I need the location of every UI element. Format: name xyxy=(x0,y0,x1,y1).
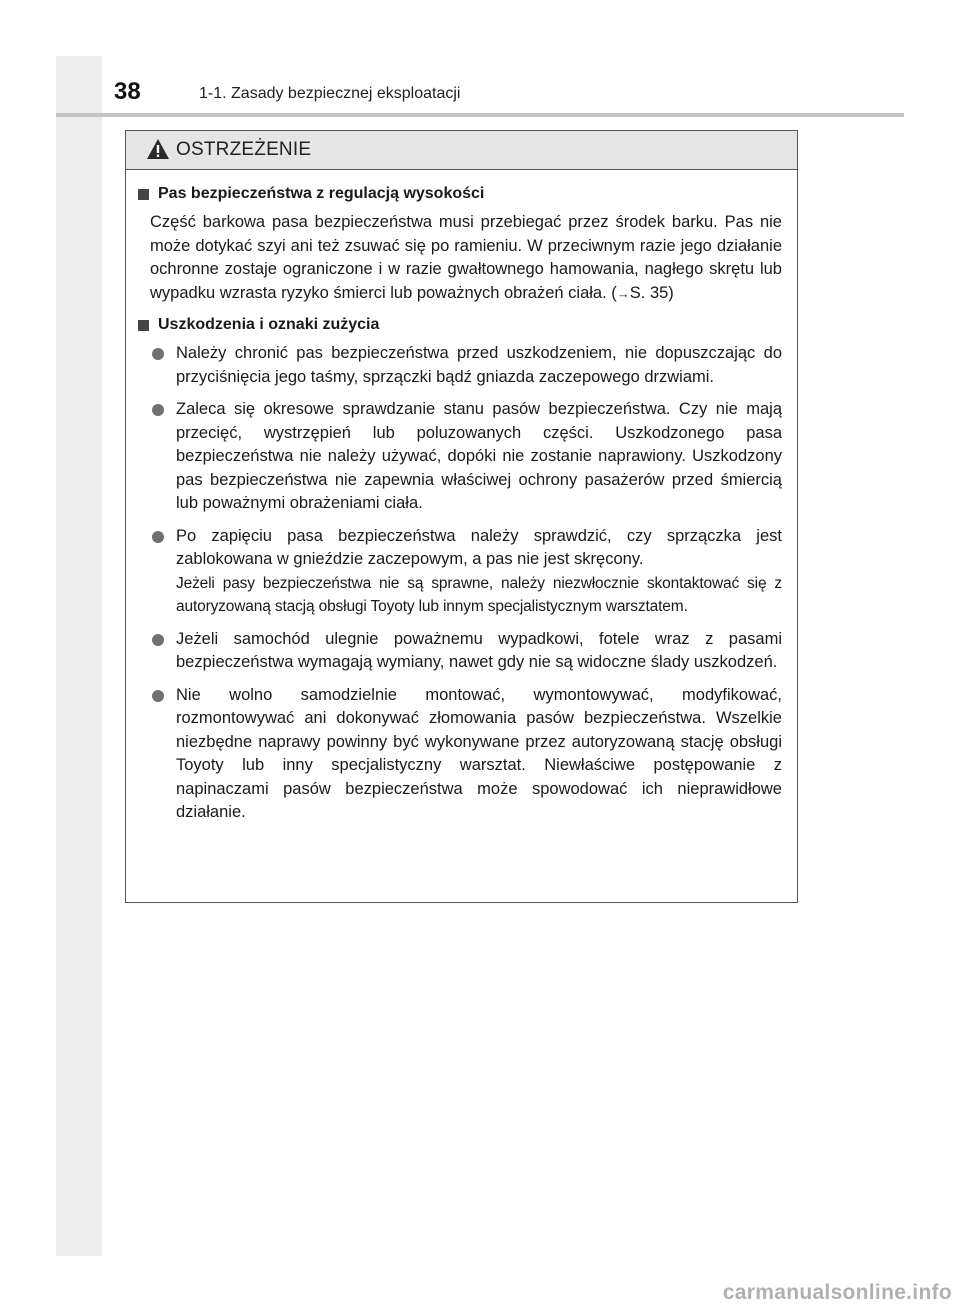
circle-bullet-icon xyxy=(152,531,164,543)
list-item xyxy=(138,684,782,825)
page-margin-band xyxy=(56,56,102,1256)
section-heading xyxy=(138,313,782,337)
circle-bullet-icon xyxy=(152,634,164,646)
list-item xyxy=(138,525,782,619)
circle-bullet-icon xyxy=(152,404,164,416)
list-item-text: Zaleca się okresowe sprawdzanie stanu pasów bezpieczeństwa. Czy nie mają przecięć, wystrzępień lub poluzowanych części. Uszkodzonego pasa bezpieczeństwa nie należy używać, dopóki nie zostanie naprawiony. Uszkodzony pas bezpieczeństwa nie zapewnia właściwej ochrony pasażerów przed śmiercią lub poważnymi obrażeniami ciała. xyxy=(176,400,782,512)
section-paragraph xyxy=(138,211,782,305)
heading-text: Uszkodzenia i oznaki zużycia xyxy=(158,316,380,333)
watermark: carmanualsonline.info xyxy=(722,1281,952,1304)
page-number: 38 xyxy=(114,78,141,105)
circle-bullet-icon xyxy=(152,348,164,360)
square-bullet-icon xyxy=(138,320,149,331)
warning-header xyxy=(126,131,797,170)
section-heading xyxy=(138,182,782,206)
list-item xyxy=(138,398,782,516)
warning-box xyxy=(125,130,798,903)
list-item-text: Po zapięciu pasa bezpieczeństwa należy sprawdzić, czy sprzączka jest zablokowana w gnieździe zaczepowym, a pas nie jest skręcony. xyxy=(176,526,782,568)
list-item-note: Jeżeli pasy bezpieczeństwa nie są sprawne, należy niezwłocznie skontaktować się z autoryzowaną stacją obsługi Toyoty lub innym specjalistycznym warsztatem. xyxy=(176,574,782,615)
warning-title: OSTRZEŻENIE xyxy=(176,139,312,160)
square-bullet-icon xyxy=(138,189,149,200)
heading-text: Pas bezpieczeństwa z regulacją wysokości xyxy=(158,185,485,202)
circle-bullet-icon xyxy=(152,690,164,702)
warning-body xyxy=(126,170,797,825)
list-item xyxy=(138,342,782,389)
warning-triangle-icon xyxy=(146,138,170,160)
list-item xyxy=(138,628,782,675)
list-item-text: Nie wolno samodzielnie montować, wymontowywać, modyfikować, rozmontowywać ani dokonywać złomowania pasów bezpieczeństwa. Wszelkie niezbędne naprawy powinny być wykonywane przez autoryzowaną stację obsługi Toyoty lub inny specjalistyczny warsztat. Niewłaściwe postępowanie z napinaczami pasów bezpieczeństwa może spowodować ich nieprawidłowe działanie. xyxy=(176,685,782,821)
section-title: 1-1. Zasady bezpiecznej eksploatacji xyxy=(199,85,461,102)
header-divider xyxy=(56,113,904,117)
list-item-text: Jeżeli samochód ulegnie poważnemu wypadkowi, fotele wraz z pasami bezpieczeństwa wymagają wymiany, nawet gdy nie są widoczne ślady uszkodzeń. xyxy=(176,629,782,671)
list-item-text: Należy chronić pas bezpieczeństwa przed uszkodzeniem, nie dopuszczając do przyciśnięcia jego taśmy, sprzączki bądź gniazda zaczepowego drzwiami. xyxy=(176,344,782,386)
page-reference-link[interactable]: S. 35) xyxy=(629,283,674,302)
arrow-right-icon: → xyxy=(616,285,630,301)
paragraph-text: Część barkowa pasa bezpieczeństwa musi przebiegać przez środek barku. Pas nie może dotykać szyi ani też zsuwać się po ramieniu. W przeciwnym razie jego działanie ochronne zostaje ograniczone i w razie gwałtownego hamowania, nagłego skrętu lub wypadku wzrasta ryzyko śmierci lub poważnych obrażeń ciała. ( xyxy=(150,213,782,302)
